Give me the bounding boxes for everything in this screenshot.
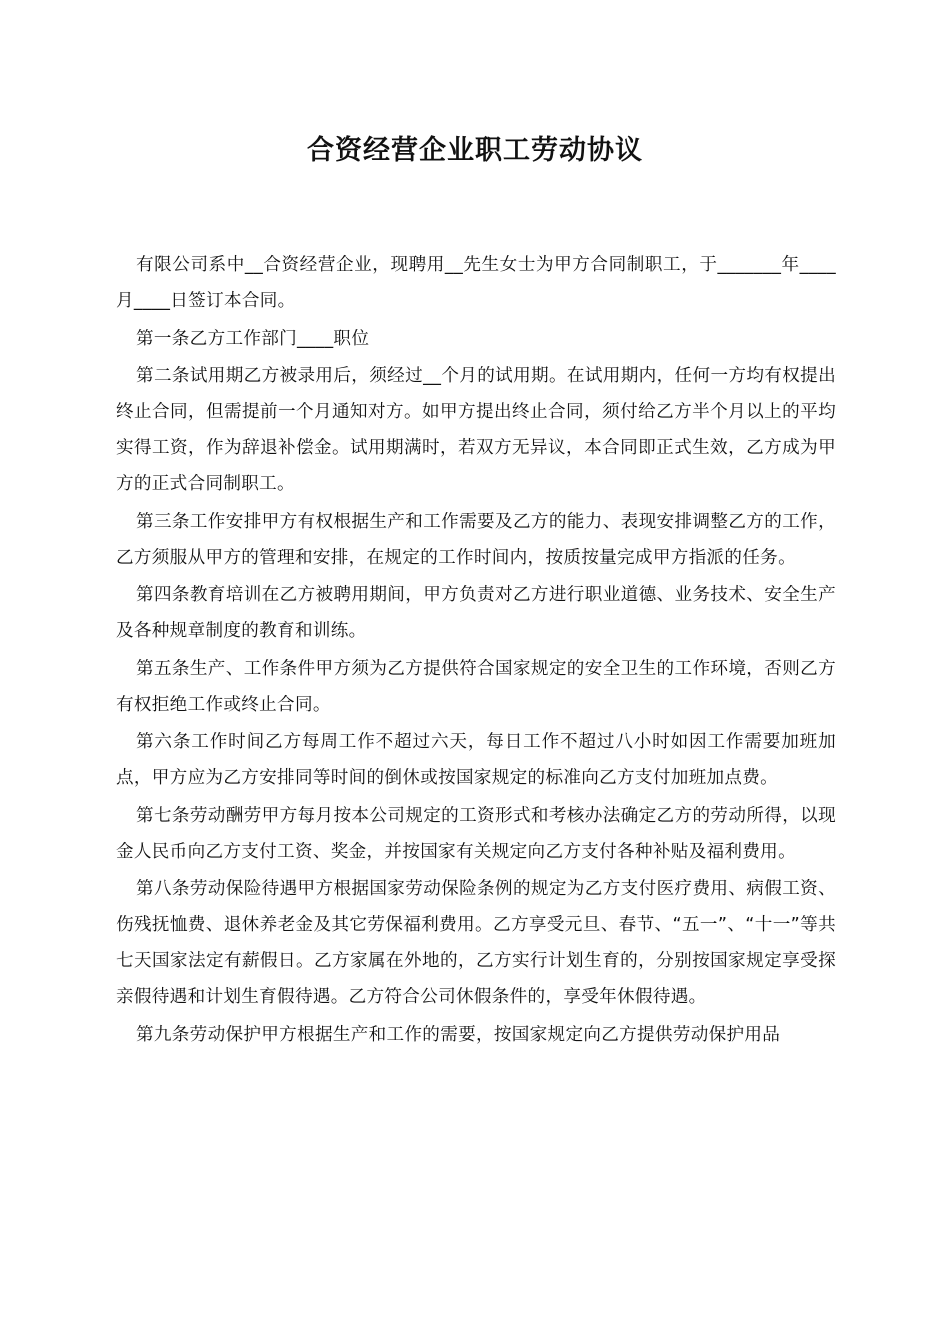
- paragraph-article-2: 第二条试用期乙方被录用后，须经过__个月的试用期。在试用期内，任何一方均有权提出终止合同，但需提前一个月通知对方。如甲方提出终止合同，须付给乙方半个月以上的平均实得工资，作为辞退补偿金。试用期满时，若双方无异议，本合同即正式生效，乙方成为甲方的正式合同制职工。: [116, 366, 836, 494]
- document-title: 合资经营企业职工劳动协议: [307, 135, 643, 166]
- paragraph-article-8: 第八条劳动保险待遇甲方根据国家劳动保险条例的规定为乙方支付医疗费用、病假工资、伤残抚恤费、退休养老金及其它劳保福利费用。乙方享受元旦、春节、“五一”、“十一”等共七天国家法定有薪假日。乙方家属在外地的，乙方实行计划生育的，分别按国家规定享受探亲假待遇和计划生育假待遇。乙方符合公司休假条件的，享受年休假待遇。: [116, 879, 837, 1007]
- paragraph-article-7: 第七条劳动酬劳甲方每月按本公司规定的工资形式和考核办法确定乙方的劳动所得，以现金人民币向乙方支付工资、奖金，并按国家有关规定向乙方支付各种补贴及福利费用。: [116, 805, 836, 862]
- paragraph-article-6: 第六条工作时间乙方每周工作不超过六天，每日工作不超过八小时如因工作需要加班加点，甲方应为乙方安排同等时间的倒休或按国家规定的标准向乙方支付加班加点费。: [116, 732, 836, 788]
- paragraph-article-5: 第五条生产、工作条件甲方须为乙方提供符合国家规定的安全卫生的工作环境，否则乙方有权拒绝工作或终止合同。: [116, 658, 836, 715]
- document-body: [116, 247, 836, 1054]
- paragraph-article-1: 第一条乙方工作部门____职位: [136, 328, 370, 349]
- paragraph-intro: 有限公司系中__合资经营企业，现聘用__先生女士为甲方合同制职工，于_______年____月____日签订本合同。: [116, 255, 836, 311]
- paragraph-article-9: 第九条劳动保护甲方根据生产和工作的需要，按国家规定向乙方提供劳动保护用品: [136, 1024, 781, 1045]
- paragraph-article-4: 第四条教育培训在乙方被聘用期间，甲方负责对乙方进行职业道德、业务技术、安全生产及各种规章制度的教育和训练。: [116, 585, 836, 641]
- paragraph-article-3: 第三条工作安排甲方有权根据生产和工作需要及乙方的能力、表现安排调整乙方的工作，乙方须服从甲方的管理和安排，在规定的工作时间内，按质按量完成甲方指派的任务。: [116, 511, 836, 568]
